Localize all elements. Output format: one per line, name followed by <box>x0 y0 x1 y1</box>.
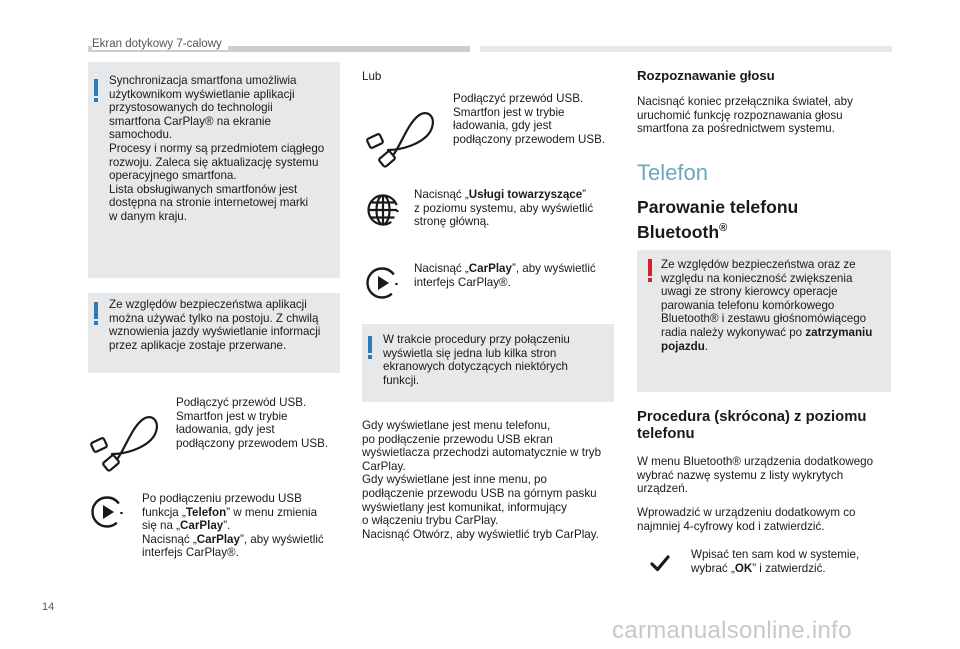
globe-icon <box>366 193 400 227</box>
text-fragment: ”. <box>223 519 231 533</box>
text-fragment: ”, aby wyświetlić <box>239 532 324 546</box>
info-icon <box>368 336 372 353</box>
voice-recognition-text: Nacisnąć koniec przełącznika świateł, aby uruchomić funkcję rozpoznawania głosu smartfona za pośrednictwem systemu. <box>637 95 853 136</box>
info-box-safety <box>88 293 340 373</box>
carplay-mode-paragraph: Gdy wyświetlane jest menu telefonu, po podłączenie przewodu USB ekran wyświetlacza przechodzi automatycznie w tryb CarPlay. Gdy wyświetlane jest inne menu, po podłączenie przewodu USB na górnym pasku wyświetlany jest komunikat, informujący o włączeniu trybu CarPlay. Nacisnąć Otwórz, aby wyświetlić tryb CarPlay. <box>362 419 602 541</box>
page-number: 14 <box>42 601 55 613</box>
section-title: Telefon <box>637 160 708 185</box>
carplay-instruction <box>142 492 342 560</box>
text-line: interfejs CarPlay®. <box>414 275 511 289</box>
info-icon <box>94 302 98 319</box>
confirm-instruction <box>691 548 891 575</box>
text-fragment: funkcja „ <box>142 505 186 519</box>
text-fragment: Nacisnąć „ <box>142 532 197 546</box>
bold-term: zatrzymaniu pojazdu <box>661 325 873 353</box>
bold-term: CarPlay <box>180 519 224 533</box>
bold-term: OK <box>734 561 753 575</box>
procedure-step-2: Wprowadzić w urządzeniu dodatkowym co najmniej 4-cyfrowy kod i zatwierdzić. <box>637 506 856 533</box>
info-icon <box>94 79 98 96</box>
voice-recognition-heading: Rozpoznawanie głosu <box>637 68 775 83</box>
lub-label: Lub <box>362 70 382 83</box>
info-icon-dot <box>94 321 98 325</box>
page-header-title: Ekran dotykowy 7-calowy <box>92 38 228 50</box>
usb-instruction: Podłączyć przewód USB. Smartfon jest w trybie ładowania, gdy jest podłączony przewodem USB. <box>453 92 606 146</box>
text-fragment: ” <box>582 188 587 201</box>
usb-cable-icon <box>86 402 164 474</box>
info-text: Synchronizacja smartfona umożliwia użytkownikom wyświetlanie aplikacji przystosowanych do technologii smartfona CarPlay® na ekranie samochodu. Procesy i normy są przedmiotem ciągłego rozwoju. Zaleca się aktualizację systemu operacyjnego smartfona. Lista obsługiwanych smartfonów jest dostępna na stronie internetowej marki w danym kraju. <box>109 74 325 223</box>
text-line: Po podłączeniu przewodu USB <box>142 492 302 505</box>
text-line: z poziomu systemu, aby wyświetlić stronę główną. <box>414 201 594 229</box>
bold-term: Telefon <box>185 505 227 519</box>
text-fragment: wybrać „ <box>691 561 735 575</box>
info-text: Ze względów bezpieczeństwa aplikacji można używać tylko na postoju. Z chwilą wznowienia jazdy wyświetlanie informacji przez aplikacje zostaje przerwane. <box>109 298 321 352</box>
info-box-procedure <box>362 324 614 402</box>
procedure-heading: Procedura (skrócona) z poziomu telefonu <box>637 409 867 442</box>
info-text: W trakcie procedury przy połączeniu wyświetla się jedna lub kilka stron ekranowych dotyczących niektórych funkcji. <box>383 333 570 387</box>
pairing-heading <box>637 197 798 243</box>
warning-text <box>661 258 889 353</box>
text-fragment: Nacisnąć „ <box>414 262 469 275</box>
text-line: Wpisać ten sam kod w systemie, <box>691 548 860 561</box>
watermark: carmanualsonline.info <box>612 617 852 644</box>
heading-line: Parowanie telefonu <box>637 197 799 217</box>
bold-term: CarPlay <box>468 262 512 275</box>
checkmark-icon <box>650 554 670 572</box>
text-fragment: ” i zatwierdzić. <box>752 561 826 575</box>
procedure-step-1: W menu Bluetooth® urządzenia dodatkowego wybrać nazwę systemu z listy wykrytych urządzeń. <box>637 455 874 496</box>
usb-instruction: Podłączyć przewód USB. Smartfon jest w trybie ładowania, gdy jest podłączony przewodem USB. <box>176 396 329 450</box>
info-box-carplay <box>88 62 340 278</box>
heading-line: Bluetooth <box>637 221 720 242</box>
play-icon <box>366 267 398 299</box>
registered-mark: ® <box>719 222 728 234</box>
warning-icon <box>648 259 652 276</box>
carplay-instruction <box>414 262 624 289</box>
text-fragment: ” w menu zmienia <box>226 505 318 519</box>
bold-term: Usługi towarzyszące <box>468 188 583 201</box>
text-fragment: ”, aby wyświetlić <box>511 262 596 275</box>
usb-cable-icon <box>362 98 440 170</box>
info-icon-dot <box>94 98 98 102</box>
header-bar-right <box>480 46 892 52</box>
warning-box <box>637 250 891 392</box>
services-instruction <box>414 188 624 229</box>
text-fragment: Nacisnąć „ <box>414 188 469 201</box>
text-fragment: Ze względów bezpieczeństwa oraz ze względu na konieczność zwiększenia uwagi ze strony kierowcy operacje parowania telefonu komórkowego Bluetooth® i zestawu głośnomówiącego radia należy wykonywać po <box>661 258 867 339</box>
bold-term: CarPlay <box>196 532 240 546</box>
text-fragment: się na „ <box>142 519 181 533</box>
warning-icon-dot <box>648 278 652 282</box>
info-icon-dot <box>368 355 372 359</box>
text-line: interfejs CarPlay®. <box>142 546 239 560</box>
play-icon <box>91 496 123 528</box>
text-fragment: . <box>704 339 709 353</box>
